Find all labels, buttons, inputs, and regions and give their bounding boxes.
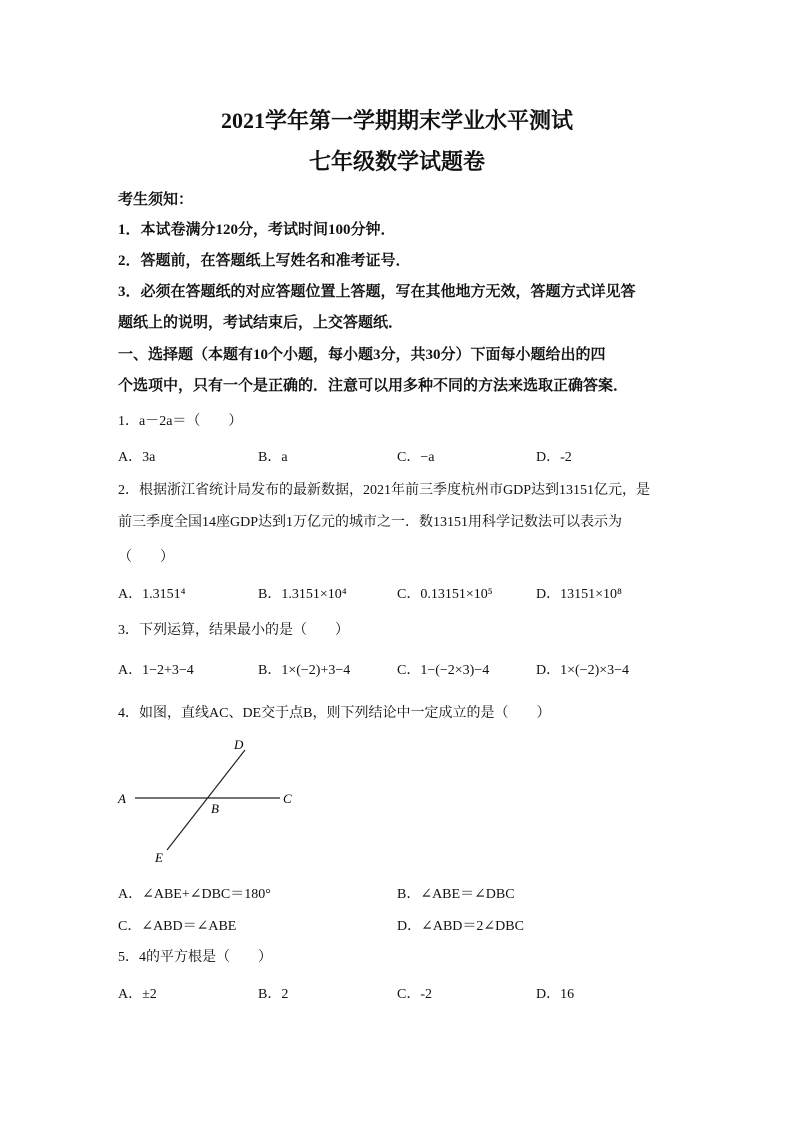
question-2-stem-cont: 前三季度全国14座GDP达到1万亿元的城市之一．数13151用科学记数法可以表示为 xyxy=(118,515,623,530)
q5-option-b: B．2 xyxy=(258,987,289,1002)
label-e: E xyxy=(155,850,163,865)
notice-item: 3．必须在答题纸的对应答题位置上答题，写在其他地方无效，答题方式详见答 xyxy=(118,284,636,300)
q3-option-d: D．1×(−2)×3−4 xyxy=(536,663,630,678)
question-1-stem: 1．a－2a＝（ ） xyxy=(118,414,243,429)
q2-option-d: D．13151×10⁸ xyxy=(536,587,622,602)
line-de xyxy=(167,750,245,850)
q5-option-c: C．-2 xyxy=(397,987,432,1002)
q1-option-c: C．−a xyxy=(397,450,435,465)
q1-option-d: D．-2 xyxy=(536,450,572,465)
question-3-stem: 3．下列运算，结果最小的是（ ） xyxy=(118,623,349,638)
exam-subtitle: 七年级数学试题卷 xyxy=(308,149,485,174)
section-heading: 一、选择题（本题有10个小题，每小题3分，共30分）下面每小题给出的四 xyxy=(118,347,606,363)
label-c: C xyxy=(283,791,292,806)
q4-option-b: B．∠ABE＝∠DBC xyxy=(397,887,515,902)
question-2-bracket: （ ） xyxy=(118,550,174,565)
q2-option-b: B．1.3151×10⁴ xyxy=(258,587,347,602)
intersecting-lines-figure xyxy=(115,735,305,865)
notice-item: 1．本试卷满分120分，考试时间100分钟． xyxy=(118,222,396,238)
q2-option-c: C．0.13151×10⁵ xyxy=(397,587,493,602)
q1-option-a: A．3a xyxy=(118,450,156,465)
q4-option-d: D．∠ABD＝2∠DBC xyxy=(397,919,524,934)
q3-option-a: A．1−2+3−4 xyxy=(118,663,194,678)
q4-option-c: C．∠ABD＝∠ABE xyxy=(118,919,237,934)
q5-option-a: A．±2 xyxy=(118,987,157,1002)
notice-item: 题纸上的说明，考试结束后，上交答题纸． xyxy=(118,315,404,331)
q2-option-a: A．1.3151⁴ xyxy=(118,587,186,602)
label-b: B xyxy=(211,801,219,816)
q5-option-d: D．16 xyxy=(536,987,575,1002)
question-5-stem: 5．4的平方根是（ ） xyxy=(118,950,272,965)
q4-option-a: A．∠ABE+∠DBC＝180° xyxy=(118,887,271,902)
section-heading-cont: 个选项中，只有一个是正确的．注意可以用多种不同的方法来选取正确答案． xyxy=(118,378,629,394)
label-d: D xyxy=(234,737,244,752)
notice-item: 2．答题前，在答题纸上写姓名和准考证号． xyxy=(118,253,411,269)
question-4-stem: 4．如图，直线AC、DE交于点B，则下列结论中一定成立的是（ ） xyxy=(118,706,551,721)
question-2-stem: 2．根据浙江省统计局发布的最新数据，2021年前三季度杭州市GDP达到13151亿元，是 xyxy=(118,483,651,498)
notice-heading: 考生须知： xyxy=(118,192,194,208)
q3-option-c: C．1−(−2×3)−4 xyxy=(397,663,490,678)
q1-option-b: B．a xyxy=(258,450,288,465)
label-a: A xyxy=(118,791,126,806)
q3-option-b: B．1×(−2)+3−4 xyxy=(258,663,351,678)
exam-title: 2021学年第一学期期末学业水平测试 xyxy=(220,108,573,133)
